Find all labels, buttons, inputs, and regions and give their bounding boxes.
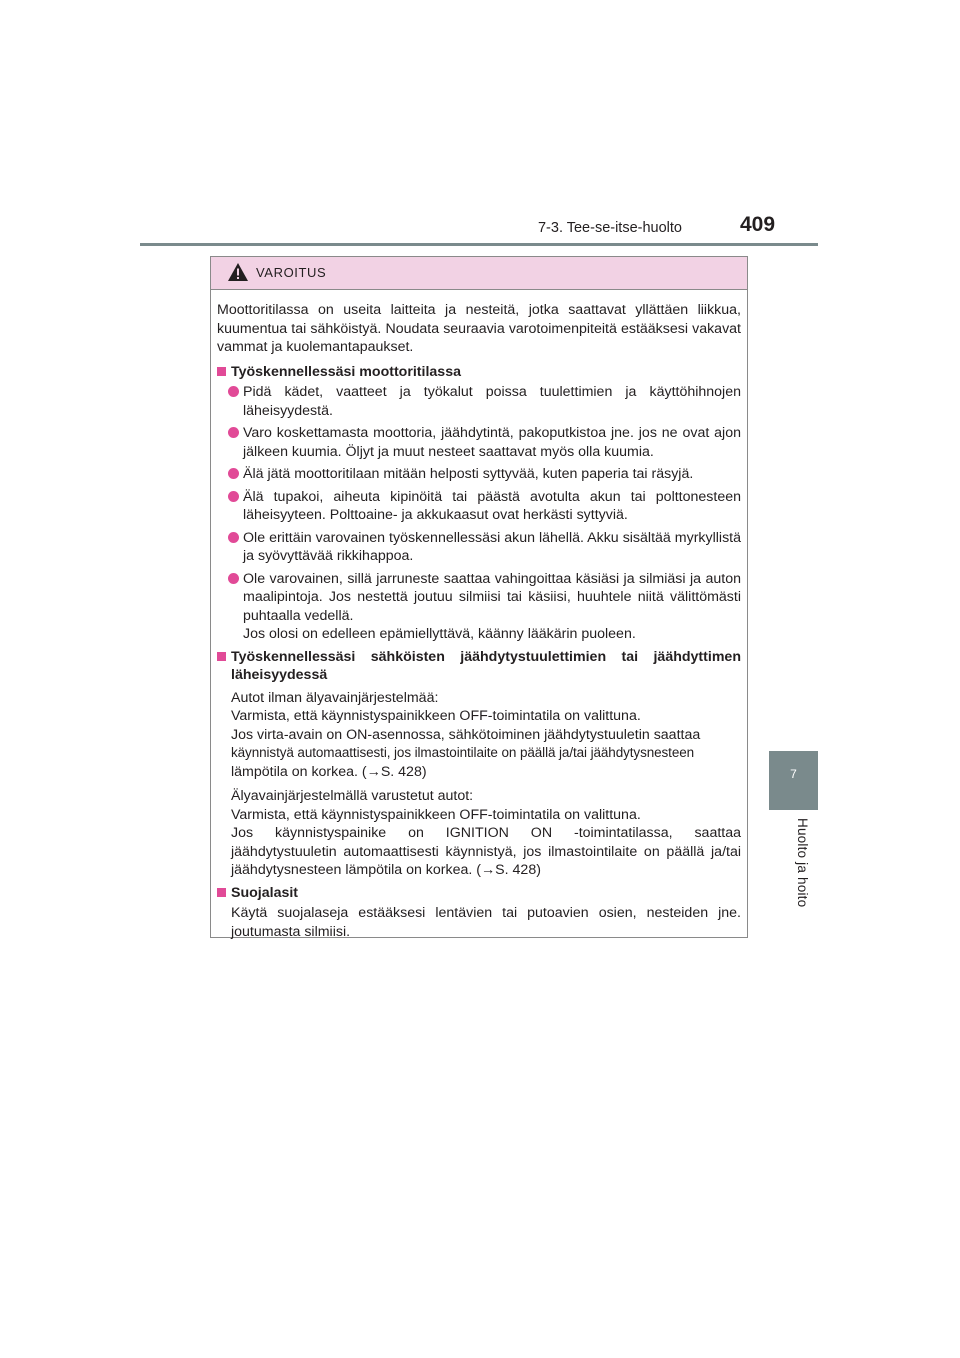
circle-bullet-icon bbox=[228, 573, 239, 584]
list-item-extra: Jos olosi on edelleen epämiellyttävä, käänny lääkärin puoleen. bbox=[243, 626, 636, 642]
list-item-text: Älä tupakoi, aiheuta kipinöitä tai päästä avotulta akun tai polttonesteen läheisyyteen. Polttoaine- ja akkukaasut ovat herkästi syttyviä. bbox=[243, 488, 741, 523]
circle-bullet-icon bbox=[228, 386, 239, 397]
list-item-text: Varo koskettamasta moottoria, jäähdytintä, pakoputkistoa jne. jos ne ovat ajon jälkeen kuumia. Öljyt ja muut nesteet saattavat myös olla kuumia. bbox=[243, 425, 741, 460]
section-heading-cooling-fans bbox=[217, 648, 741, 685]
chapter-tab bbox=[769, 751, 818, 810]
para-line: käynnistyä automaattisesti, jos ilmastointilaite on päällä ja/tai jäähdytysnesteen bbox=[231, 745, 695, 760]
list-item-text: Pidä kädet, vaatteet ja työkalut poissa tuulettimien ja käyttöhihnojen läheisyydestä. bbox=[243, 384, 741, 419]
circle-bullet-icon bbox=[228, 427, 239, 438]
para-line: Jos virta-avain on ON-asennossa, sähkötoiminen jäähdytystuuletin saattaa bbox=[231, 726, 701, 743]
section-title: 7-3. Tee-se-itse-huolto bbox=[537, 220, 682, 236]
list-item-text: Ole erittäin varovainen työskennellessäsi akun lähellä. Akku sisältää myrkyllistä ja syövyttävää rikkihappoa. bbox=[243, 529, 741, 564]
circle-bullet-icon bbox=[228, 491, 239, 502]
chapter-number: 7 bbox=[790, 767, 797, 781]
section-heading-engine-compartment bbox=[217, 363, 741, 382]
para-line: Varmista, että käynnistyspainikkeen OFF-toimintatila on valittuna. bbox=[231, 708, 641, 724]
para-line: Autot ilman älyavainjärjestelmää: bbox=[231, 689, 439, 706]
paragraph-smart-key bbox=[217, 787, 741, 880]
list-item-text: Ole varovainen, sillä jarruneste saattaa vahingoittaa käsiäsi ja silmiäsi ja auton maalipintoja. Jos nestettä joutuu silmiisi tai käsiisi, huuhtele niitä välittömästi puhtaalla vedellä. bbox=[243, 570, 741, 624]
heading-text: Työskennellessäsi sähköisten jäähdytystuulettimien tai jäähdyttimen läheisyydessä bbox=[231, 648, 741, 683]
circle-bullet-icon bbox=[228, 468, 239, 479]
list-item bbox=[217, 424, 741, 461]
header-divider bbox=[140, 243, 818, 246]
para-line: Varmista, että käynnistyspainikkeen OFF-toimintatila on valittuna. bbox=[231, 806, 641, 823]
list-item bbox=[217, 570, 741, 644]
square-bullet-icon bbox=[217, 652, 226, 661]
section-heading-goggles bbox=[217, 884, 741, 903]
page-number: 409 bbox=[740, 213, 776, 236]
warning-intro: Moottoritilassa on useita laitteita ja nesteitä, jotka saattavat yllättäen liikkua, kuumentua tai sähköistyä. Noudata seuraavia varotoimenpiteitä estääksesi vakavat vammat ja kuolemantapaukset. bbox=[217, 302, 741, 355]
para-line: Älyavainjärjestelmällä varustetut autot: bbox=[231, 788, 474, 804]
heading-text: Suojalasit bbox=[231, 884, 299, 901]
para-line: Jos käynnistyspainike on IGNITION ON -toimintatilassa, saattaa jäähdytystuuletin automaattisesti käynnistyä, jos ilmastointilaite on päällä ja/tai jäähdytysnesteen lämpötila on korkea. (→S. 428) bbox=[231, 825, 741, 878]
list-item-text: Älä jätä moottoritilaan mitään helposti syttyvää, kuten paperia tai räsyjä. bbox=[243, 466, 694, 482]
warning-triangle-icon bbox=[227, 262, 249, 282]
heading-text: Työskennellessäsi moottoritilassa bbox=[231, 363, 461, 380]
chapter-title: Huolto ja hoito bbox=[795, 818, 810, 908]
list-item bbox=[217, 488, 741, 525]
warning-box bbox=[210, 256, 748, 938]
list-item bbox=[217, 465, 741, 484]
square-bullet-icon bbox=[217, 367, 226, 376]
warning-header bbox=[211, 257, 747, 290]
list-item bbox=[217, 383, 741, 420]
warning-body bbox=[211, 290, 747, 941]
circle-bullet-icon bbox=[228, 532, 239, 543]
square-bullet-icon bbox=[217, 888, 226, 897]
warning-title: VAROITUS bbox=[256, 265, 327, 280]
para-line: lämpötila on korkea. (→S. 428) bbox=[231, 763, 427, 780]
paragraph-goggles: Käytä suojalaseja estääksesi lentävien tai putoavien osien, nesteiden jne. joutumasta silmiisi. bbox=[231, 905, 741, 940]
list-item bbox=[217, 529, 741, 566]
paragraph-no-smart-key bbox=[217, 689, 741, 782]
